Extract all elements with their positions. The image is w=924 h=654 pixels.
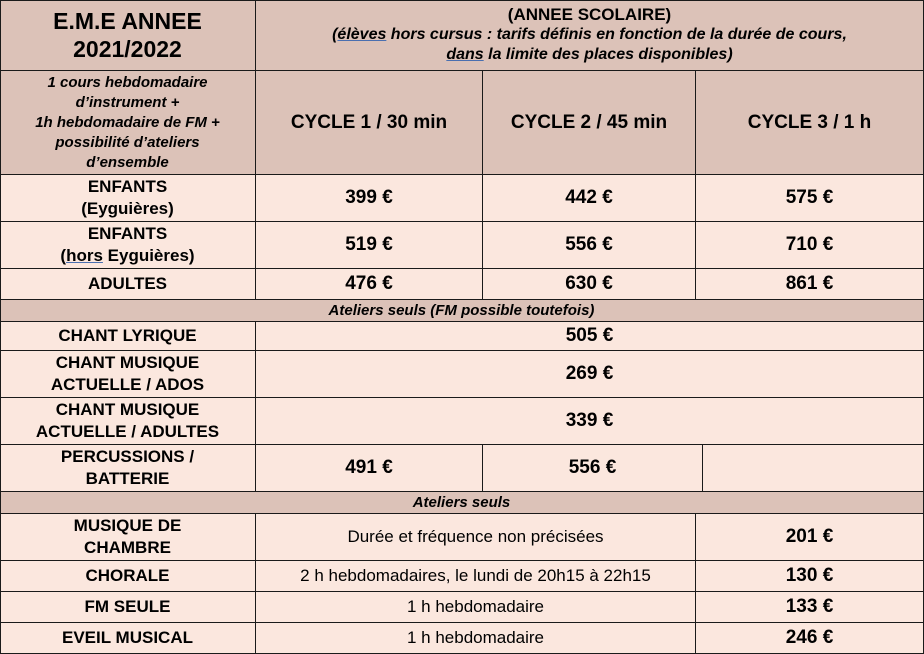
price-cell [483,175,696,222]
note-word2: dans [446,46,484,63]
row-label-line1: CHORALE [85,566,170,585]
note-part1: hors cursus : tarifs définis en fonction de la durée de cours, [386,26,847,43]
section-header [0,492,924,514]
row-label-line2: (Eyguières) [81,199,174,218]
desc-text: 1 h hebdomadaire [406,597,545,616]
row-label-line1: EVEIL MUSICAL [62,628,193,647]
price-value: 861 € [785,273,834,294]
table-row [0,175,924,222]
price-value: 519 € [345,234,393,255]
description-cell [0,71,256,175]
row-label [0,398,256,445]
price-cell [483,269,696,300]
description-line3: 1h hebdomadaire de FM + [35,113,220,131]
row-label [0,175,256,222]
price-cell [483,222,696,269]
price-cell [256,222,483,269]
row-label-line1: MUSIQUE DE [73,516,182,535]
label-rest: Eyguières) [102,246,195,265]
desc-cell [256,623,696,654]
table-row [0,445,924,492]
price-value: 399 € [345,187,393,208]
row-label-line2: ACTUELLE / ADOS [50,375,205,394]
description-line1: 1 cours hebdomadaire [47,73,208,91]
price-cell [696,561,924,592]
row-label-line2: BATTERIE [85,469,170,488]
table-row [0,514,924,561]
row-label-line2: ACTUELLE / ADULTES [35,422,220,441]
note-open: ( [332,26,338,43]
price-cell [256,175,483,222]
price-cell [696,623,924,654]
section-header [0,300,924,322]
table-row [0,322,924,351]
row-label-line2 [60,245,194,267]
section-row [0,492,924,514]
row-label-line1: FM SEULE [84,597,171,616]
price-cell [696,592,924,623]
table-row [0,398,924,445]
price-value: 442 € [565,187,613,208]
section-title: Ateliers seuls (FM possible toutefois) [328,302,595,319]
table-row [0,592,924,623]
row-label [0,269,256,300]
description-line5: d’ensemble [86,153,169,171]
row-label-line1: CHANT MUSIQUE [55,353,200,372]
price-cell [696,175,924,222]
row-label [0,623,256,654]
section-title: Ateliers seuls [412,494,511,511]
cycles-header-row [0,71,924,175]
cycle1-header [256,71,483,175]
row-label-line1: CHANT MUSIQUE [55,400,200,419]
desc-cell [256,514,696,561]
cycle1-label: CYCLE 1 / 30 min [290,111,448,133]
note-line1 [332,25,847,45]
label-paren: ( [60,246,67,265]
desc-cell [256,592,696,623]
note-line2 [446,45,732,65]
row-label [0,561,256,592]
price-value: 505 € [565,325,614,346]
desc-cell [256,561,696,592]
row-label [0,351,256,398]
price-cell [256,351,924,398]
row-label-line1: CHANT LYRIQUE [58,326,197,345]
price-value: 339 € [565,410,614,431]
row-label [0,514,256,561]
title-line2: 2021/2022 [73,36,182,62]
price-cell [256,322,924,351]
row-label [0,322,256,351]
title-line1: E.M.E ANNEE [53,8,202,34]
school-year-label: (ANNEE SCOLAIRE) [507,5,672,24]
price-value: 556 € [568,457,617,478]
row-label [0,445,256,492]
row-label-line1: ENFANTS [87,177,168,196]
table-row [0,351,924,398]
note-part2: la limite des places disponibles) [483,46,733,63]
cycle2-label: CYCLE 2 / 45 min [510,111,668,133]
price-value: 710 € [785,234,834,255]
table-row [0,623,924,654]
table-row [0,222,924,269]
note-word1: élèves [337,26,387,43]
price-value: 133 € [785,596,834,617]
cycle3-header [696,71,924,175]
description-line4: possibilité d’ateliers [55,133,200,151]
row-label [0,592,256,623]
price-cell [696,269,924,300]
price-value: 246 € [785,627,834,648]
desc-text: Durée et fréquence non précisées [347,527,604,546]
cycle2-header [483,71,696,175]
title-row [0,0,924,71]
price-value: 556 € [565,234,613,255]
price-value: 201 € [785,526,834,547]
row-label-line1: ADULTES [87,274,167,293]
desc-text: 2 h hebdomadaires, le lundi de 20h15 à 22h15 [300,566,651,585]
empty-cell [703,445,924,492]
price-value: 269 € [565,363,614,384]
section-row [0,300,924,322]
title-cell [0,0,256,71]
table-row [0,561,924,592]
school-year-cell [256,0,924,71]
label-hors: hors [66,246,103,265]
price-cell [256,269,483,300]
price-value: 476 € [345,273,393,294]
price-cell [696,222,924,269]
desc-text: 1 h hebdomadaire [406,628,545,647]
price-cell [483,445,703,492]
price-value: 130 € [785,565,834,586]
row-label-line1: PERCUSSIONS / [60,447,195,466]
cycle3-label: CYCLE 3 / 1 h [747,111,872,133]
price-cell [696,514,924,561]
row-label [0,222,256,269]
price-value: 630 € [565,273,613,294]
row-label-line2: CHAMBRE [84,538,171,557]
price-value: 575 € [785,187,834,208]
price-cell [256,445,483,492]
table-row [0,269,924,300]
description-line2: d’instrument + [75,93,180,111]
row-label-line1: ENFANTS [87,224,168,243]
price-cell [256,398,924,445]
price-value: 491 € [345,457,393,478]
